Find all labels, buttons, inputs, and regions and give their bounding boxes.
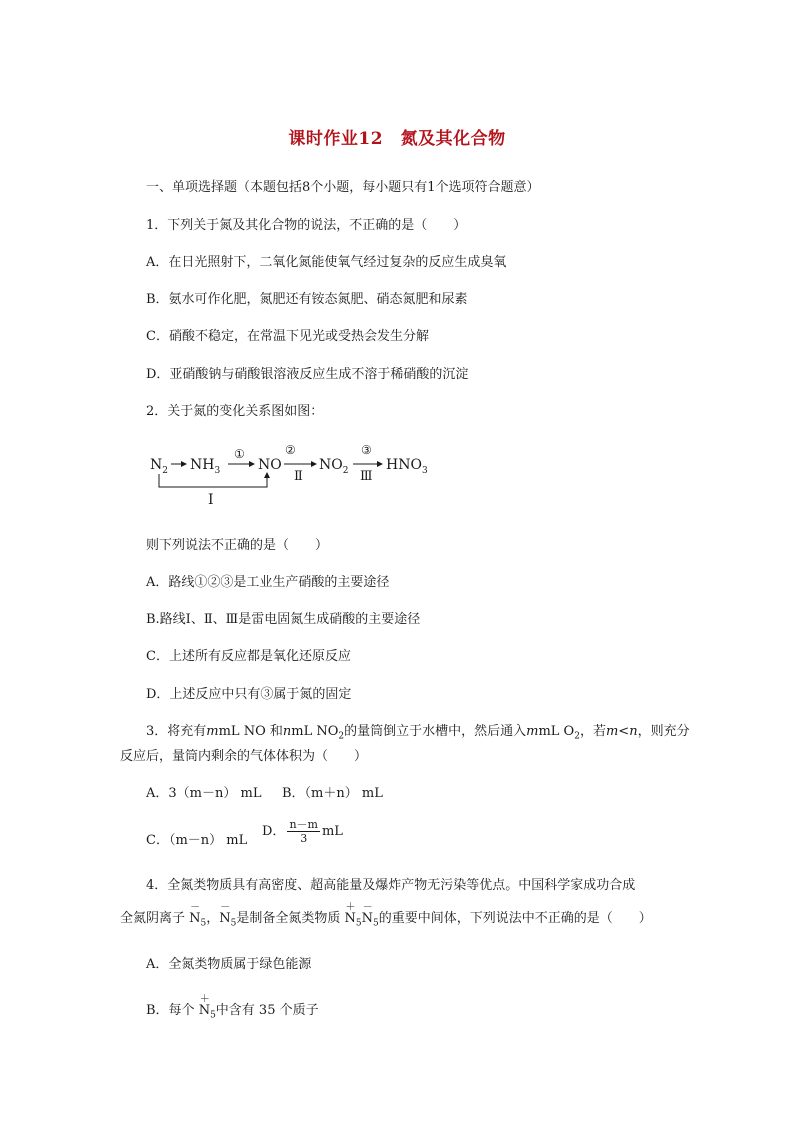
q3-stem-line1: 3．将充有mmL NO 和nmL $NO_2$的量筒倒立于水槽中，然后通入mmL $O_2$，若m<n，则充分 (146, 724, 690, 742)
q2-option-c: C．上述所有反应都是氧化还原反应 (146, 649, 351, 664)
q4-stem-line2: 全氮阴离子 － $N_5$， － $N_5$是制备全氮类物质 ＋ $N_5$ － $N_5$的重要中间体，下列说法中不正确的是（ ） (120, 902, 652, 929)
q3-option-c: C．（m－n） mL (146, 833, 248, 848)
q2-stem: 2．关于氮的变化关系图如图： (146, 404, 324, 419)
q2-option-d: D．上述反应中只有③属于氮的固定 (146, 687, 352, 702)
section-heading: 一、单项选择题（本题包括8个小题，每小题只有1个选项符合题意） (146, 180, 540, 195)
nitrogen-conversion-diagram (150, 440, 450, 510)
ion-n5-minus: － $N_5$ (189, 902, 207, 929)
route-1-label: Ⅰ (208, 492, 214, 508)
page-title: 课时作业12 氮及其化合物 (288, 129, 506, 149)
route-1-path (159, 473, 267, 487)
step-1-label: ① (234, 447, 245, 461)
q1-option-d: D．亚硝酸钠与硝酸银溶液反应生成不溶于稀硝酸的沉淀 (146, 367, 469, 382)
species-no2: $NO_2$ (319, 457, 349, 476)
species-no: NO (258, 457, 282, 473)
species-n2: $N_2$ (150, 457, 168, 476)
q3-option-b: B．（m＋n） mL (282, 786, 383, 801)
q2-question: 则下列说法不正确的是（ ） (146, 538, 329, 553)
q2-option-b: B.路线Ⅰ、Ⅱ、Ⅲ是雷电固氮生成硝酸的主要途径 (146, 612, 421, 627)
q2-option-a: A．路线①②③是工业生产硝酸的主要途径 (146, 575, 390, 590)
q3-stem-line2: 反应后，量筒内剩余的气体体积为（ ） (120, 749, 368, 764)
q1-stem: 1．下列关于氮及其化合物的说法，不正确的是（ ） (146, 218, 467, 233)
ion-n5-plus: ＋ $N_5$ (198, 994, 216, 1021)
q1-option-a: A．在日光照射下，二氧化氮能使氧气经过复杂的反应生成臭氧 (146, 255, 507, 270)
q3-option-d-fraction: $\frac{n-m}{3}$ (289, 818, 318, 845)
step-2-label: ② (285, 443, 296, 457)
ion-n5-minus: － $N_5$ (219, 902, 237, 929)
q4-stem-line1: 4．全氮类物质具有高密度、超高能量及爆炸产物无污染等优点。中国科学家成功合成 (146, 878, 636, 893)
q1-option-b: B．氨水可作化肥，氮肥还有铵态氮肥、硝态氮肥和尿素 (146, 292, 468, 307)
step-3-label: ③ (361, 443, 372, 457)
q3-option-d: D． $\frac{n-m}{3}$ mL (262, 818, 343, 845)
q4-option-a: A．全氮类物质属于绿色能源 (146, 957, 312, 972)
q1-option-c: C．硝酸不稳定，在常温下见光或受热会发生分解 (146, 329, 429, 344)
ion-n5-plus: ＋ $N_5$ (344, 902, 362, 929)
route-3-label: Ⅲ (360, 469, 373, 484)
q4-option-b: B．每个 ＋ $N_5$中含有 35 个质子 (146, 994, 319, 1021)
species-hno3: $HNO_3$ (386, 457, 428, 476)
route-2-label: Ⅱ (294, 469, 303, 484)
ion-n5-minus: － $N_5$ (361, 902, 379, 929)
q3-option-a: A．3（m－n） mL (146, 786, 262, 801)
species-nh3: $NH_3$ (190, 457, 221, 476)
